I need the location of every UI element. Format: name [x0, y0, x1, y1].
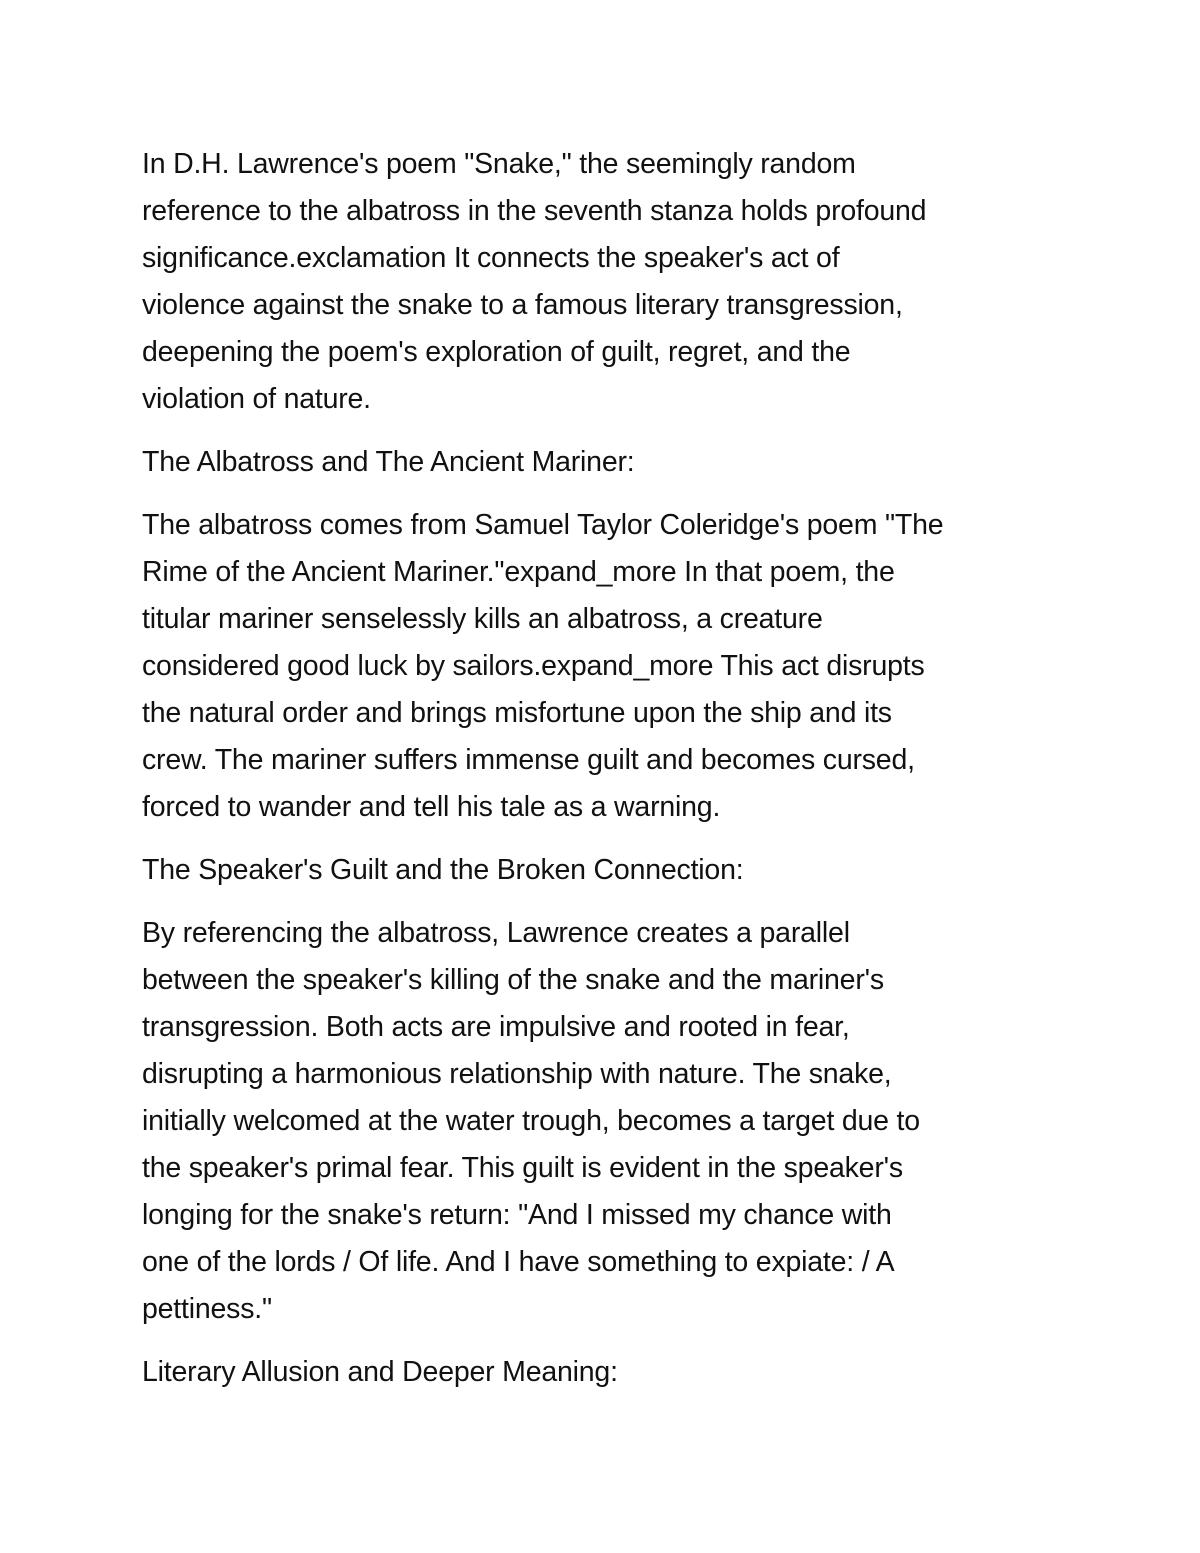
heading-text: The Speaker's Guilt and the Broken Connection: [142, 854, 744, 886]
text-line: forced to wander and tell his tale as a warning. [142, 791, 721, 823]
text-line: considered good luck by sailors.expand_more This act disrupts [142, 650, 925, 682]
text-line: Rime of the Ancient Mariner."expand_more In that poem, the [142, 556, 895, 588]
albatross-paragraph [142, 502, 1062, 831]
heading-text: The Albatross and The Ancient Mariner: [142, 446, 635, 478]
text-line: By referencing the albatross, Lawrence creates a parallel [142, 917, 850, 949]
section-heading-allusion [142, 1349, 1062, 1396]
document-body [142, 141, 1062, 1412]
text-line: disrupting a harmonious relationship with nature. The snake, [142, 1058, 892, 1090]
text-line: deepening the poem's exploration of guilt, regret, and the [142, 336, 851, 368]
text-line: In D.H. Lawrence's poem "Snake," the seemingly random [142, 148, 856, 180]
text-line: significance.exclamation It connects the speaker's act of [142, 242, 840, 274]
text-line: one of the lords / Of life. And I have something to expiate: / A [142, 1246, 895, 1278]
text-line: transgression. Both acts are impulsive and rooted in fear, [142, 1011, 850, 1043]
text-line: initially welcomed at the water trough, becomes a target due to [142, 1105, 920, 1137]
text-line: the speaker's primal fear. This guilt is evident in the speaker's [142, 1152, 903, 1184]
text-line: longing for the snake's return: "And I missed my chance with [142, 1199, 892, 1231]
text-line: the natural order and brings misfortune upon the ship and its [142, 697, 892, 729]
text-line: The albatross comes from Samuel Taylor Coleridge's poem "The [142, 509, 944, 541]
heading-text: Literary Allusion and Deeper Meaning: [142, 1356, 618, 1388]
text-line: violation of nature. [142, 383, 371, 415]
text-line: crew. The mariner suffers immense guilt and becomes cursed, [142, 744, 915, 776]
section-heading-albatross [142, 439, 1062, 486]
guilt-paragraph [142, 910, 1062, 1333]
text-line: between the speaker's killing of the snake and the mariner's [142, 964, 884, 996]
text-line: reference to the albatross in the seventh stanza holds profound [142, 195, 927, 227]
text-line: violence against the snake to a famous literary transgression, [142, 289, 903, 321]
section-heading-guilt [142, 847, 1062, 894]
text-line: pettiness." [142, 1293, 272, 1325]
intro-paragraph [142, 141, 1062, 423]
text-line: titular mariner senselessly kills an albatross, a creature [142, 603, 823, 635]
